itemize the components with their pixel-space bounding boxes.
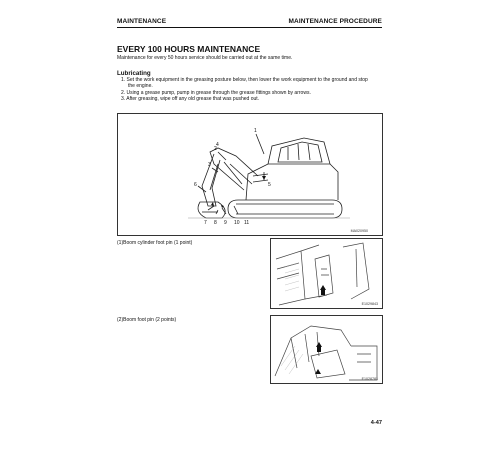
callout-1: 1 bbox=[254, 128, 257, 134]
step-1-cont: the engine. bbox=[128, 83, 153, 90]
step-3: 3. After greasing, wipe off any old grease that was pushed out. bbox=[121, 96, 260, 103]
step-2: 2. Using a grease pump, pump in grease through the grease fittings shown by arrows. bbox=[121, 89, 311, 96]
callout-8: 8 bbox=[214, 220, 217, 226]
grease-arrow-icon bbox=[320, 285, 326, 295]
item-1-code: E1029843 bbox=[361, 302, 378, 306]
boom-cylinder-foot-pin-photo bbox=[271, 239, 382, 308]
callout-3: 3 bbox=[208, 162, 211, 168]
header-right: MAINTENANCE PROCEDURE bbox=[288, 18, 382, 25]
grease-arrow-icon bbox=[316, 342, 322, 352]
page-number: 4-47 bbox=[370, 420, 382, 426]
header-left: MAINTENANCE bbox=[117, 18, 167, 25]
item-2-code: E1028781 bbox=[361, 377, 378, 381]
figure-code: MA020950 bbox=[350, 229, 368, 233]
callout-4: 4 bbox=[216, 142, 219, 148]
lubricating-steps bbox=[121, 77, 383, 103]
callout-7: 7 bbox=[204, 220, 207, 226]
item-1-photo bbox=[270, 238, 383, 309]
header-rule bbox=[117, 27, 382, 28]
section-intro: Maintenance for every 50 hours service should be carried out at the same time. bbox=[117, 55, 293, 61]
callout-5: 5 bbox=[268, 182, 271, 188]
item-2-photo bbox=[270, 315, 383, 384]
callout-9: 9 bbox=[224, 220, 227, 226]
step-1: 1. Set the work equipment in the greasing posture below, then lower the work equipment to the ground and stop bbox=[121, 77, 368, 83]
lubricating-title: Lubricating bbox=[117, 70, 151, 77]
item-2-caption: (2)Boom foot pin (2 points) bbox=[117, 317, 177, 323]
callout-10: 10 bbox=[234, 220, 240, 226]
callout-6: 6 bbox=[194, 182, 197, 188]
excavator-figure bbox=[117, 113, 383, 236]
callout-2: 2 bbox=[214, 146, 217, 152]
callout-11: 11 bbox=[244, 220, 250, 226]
excavator-illustration bbox=[118, 114, 382, 235]
item-1-caption: (1)Boom cylinder foot pin (1 point) bbox=[117, 240, 193, 246]
grease-arrow-icon bbox=[315, 369, 321, 374]
boom-foot-pin-photo bbox=[271, 316, 382, 383]
section-title: EVERY 100 HOURS MAINTENANCE bbox=[117, 44, 261, 54]
